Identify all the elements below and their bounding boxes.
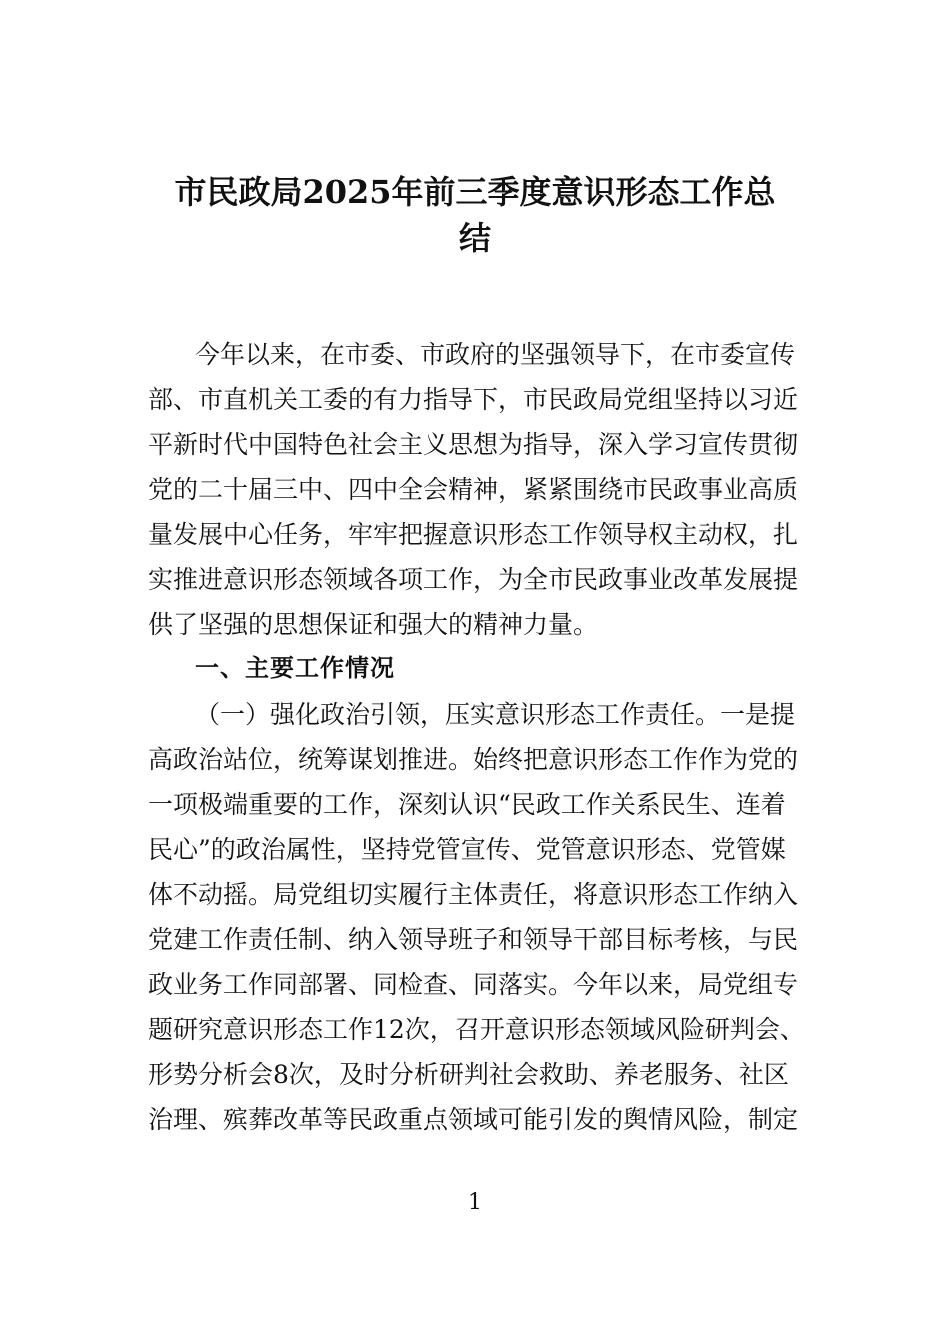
text-line: 党的二十届三中、四中全会精神，紧紧围绕市民政事业高质 (148, 475, 799, 504)
text-line: 实推进意识形态领域各项工作，为全市民政事业改革发展提 (148, 565, 799, 594)
text-line: 民心”的政治属性，坚持党管宣传、党管意识形态、党管媒 (148, 835, 786, 864)
document-title-line-1: 市民政局2025年前三季度意识形态工作总 (174, 173, 776, 211)
page-number: 1 (468, 1190, 482, 1215)
text-line: 量发展中心任务，牢牢把握意识形态工作领导权主动权，扎 (148, 520, 799, 549)
text-line: 平新时代中国特色社会主义思想为指导，深入学习宣传贯彻 (148, 430, 799, 459)
text-line: 题研究意识形态工作12次，召开意识形态领域风险研判会、 (148, 1015, 805, 1044)
text-line: 高政治站位，统筹谋划推进。始终把意识形态工作作为党的 (148, 745, 799, 774)
text-line: 体不动摇。局党组切实履行主体责任，将意识形态工作纳入 (148, 880, 799, 909)
text-line: （一）强化政治引领，压实意识形态工作责任。一是提 (195, 700, 796, 729)
text-line: 政业务工作同部署、同检查、同落实。今年以来，局党组专 (148, 970, 799, 999)
text-line: 供了坚强的思想保证和强大的精神力量。 (148, 610, 599, 639)
document-title-line-2: 结 (458, 219, 491, 257)
text-line: 一项极端重要的工作，深刻认识“民政工作关系民生、连着 (148, 790, 786, 819)
text-line: 部、市直机关工委的有力指导下，市民政局党组坚持以习近 (148, 385, 799, 414)
text-line: 党建工作责任制、纳入领导班子和领导干部目标考核，与民 (148, 925, 799, 954)
section-heading: 一、主要工作情况 (195, 653, 395, 682)
text-line: 形势分析会8次，及时分析研判社会救助、养老服务、社区 (148, 1060, 789, 1089)
text-line: 治理、殡葬改革等民政重点领域可能引发的舆情风险，制定 (148, 1105, 799, 1134)
text-line: 今年以来，在市委、市政府的坚强领导下，在市委宣传 (195, 340, 796, 369)
